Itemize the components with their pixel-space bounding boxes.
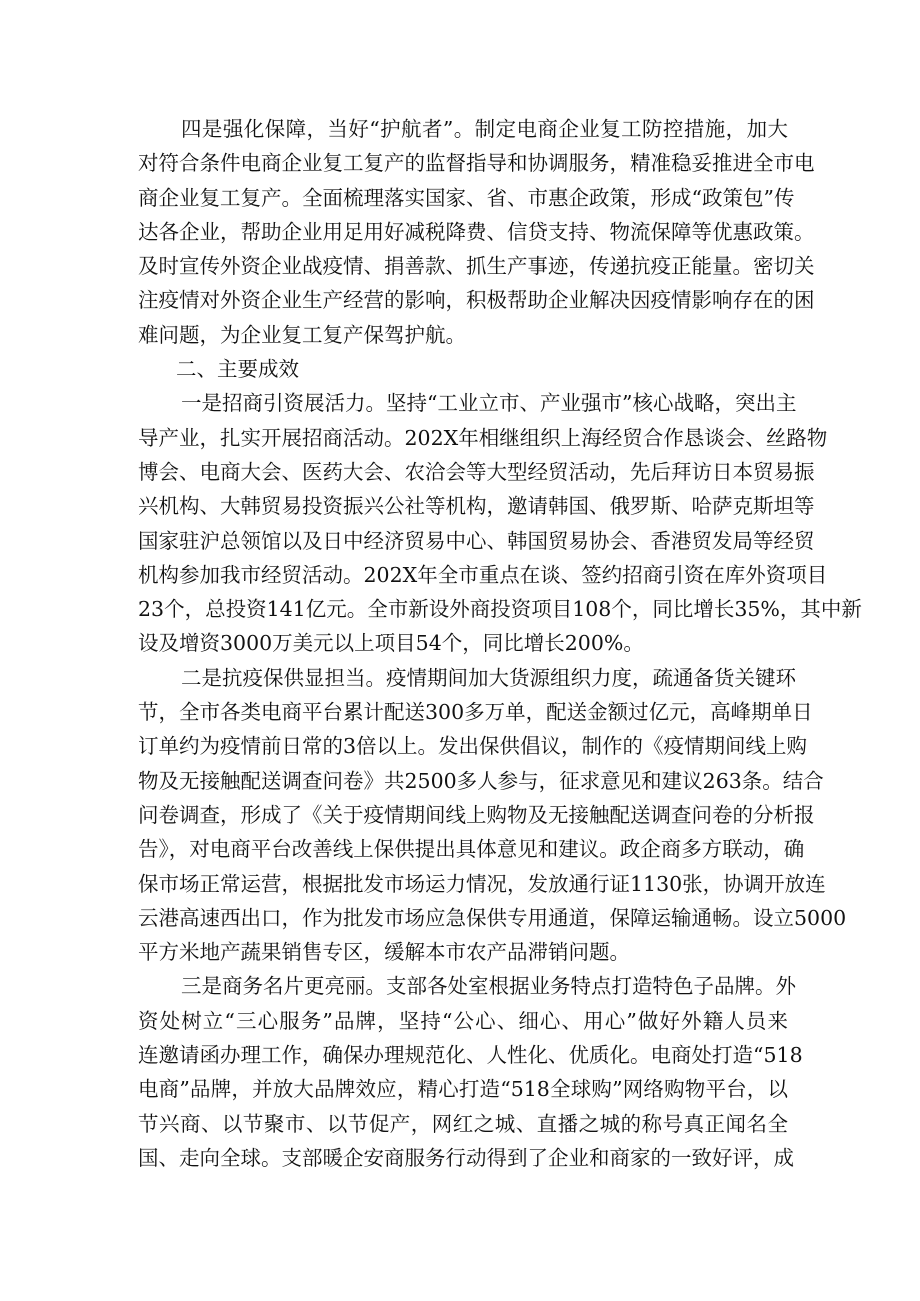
paragraph-line: 四是强化保障，当好“护航者”。制定电商企业复工防控措施，加大 xyxy=(181,117,788,141)
paragraph-line: 机构参加我市经贸活动。202X年全市重点在谈、签约招商引资在库外资项目 xyxy=(138,562,828,587)
paragraph-line: 国家驻沪总领馆以及日中经济贸易中心、韩国贸易协会、香港贸发局等经贸 xyxy=(138,528,815,553)
paragraph-line: 兴机构、大韩贸易投资振兴公社等机构，邀请韩国、俄罗斯、哈萨克斯坦等 xyxy=(138,494,815,519)
paragraph-line: 23个，总投资141亿元。全市新设外商投资项目108个，同比增长35%，其中新 xyxy=(138,597,862,622)
paragraph-line: 对符合条件电商企业复工复产的监督指导和协调服务，精准稳妥推进全市电 xyxy=(138,151,815,176)
paragraph-line: 及时宣传外资企业战疫情、捐善款、抓生产事迹，传递抗疫正能量。密切关 xyxy=(138,254,815,279)
paragraph-line: 电商”品牌，并放大品牌效应，精心打造“518全球购”网络购物平台，以 xyxy=(138,1077,788,1102)
paragraph-line: 难问题，为企业复工复产保驾护航。 xyxy=(138,322,466,347)
paragraph-line: 注疫情对外资企业生产经营的影响，积极帮助企业解决因疫情影响存在的困 xyxy=(138,288,815,313)
paragraph-line: 节兴商、以节聚市、以节促产，网红之城、直播之城的称号真正闻名全 xyxy=(138,1111,788,1136)
paragraph-line: 达各企业，帮助企业用足用好减税降费、信贷支持、物流保障等优惠政策。 xyxy=(138,219,815,244)
paragraph-line: 导产业，扎实开展招商活动。202X年相继组织上海经贸合作恳谈会、丝路物 xyxy=(138,425,828,450)
paragraph-line: 平方米地产蔬果销售专区，缓解本市农产品滞销问题。 xyxy=(138,940,630,965)
paragraph-line: 告》，对电商平台改善线上保供提出具体意见和建议。政企商多方联动，确 xyxy=(138,837,805,862)
paragraph-line: 商企业复工复产。全面梳理落实国家、省、市惠企政策，形成“政策包”传 xyxy=(138,185,795,210)
paragraph-line: 资处树立“三心服务”品牌，坚持“公心、细心、用心”做好外籍人员来 xyxy=(138,1008,788,1033)
document-body xyxy=(138,112,862,1175)
paragraph-line: 三是商务名片更亮丽。支部各处室根据业务特点打造特色子品牌。外 xyxy=(181,974,796,999)
paragraph-line: 连邀请函办理工作，确保办理规范化、人性化、优质化。电商处打造“518 xyxy=(138,1043,803,1068)
paragraph-line: 设及增资3000万美元以上项目54个，同比增长200%。 xyxy=(138,631,644,656)
paragraph-line: 问卷调查，形成了《关于疫情期间线上购物及无接触配送调查问卷的分析报 xyxy=(138,802,815,827)
paragraph-line: 保市场正常运营，根据批发市场运力情况，发放通行证1130张，协调开放连 xyxy=(138,871,826,896)
paragraph-line: 一是招商引资展活力。坚持“工业立市、产业强市”核心战略，突出主 xyxy=(181,391,797,416)
paragraph-line: 物及无接触配送调查问卷》共2500多人参与，征求意见和建议263条。结合 xyxy=(138,768,824,793)
paragraph-line: 云港高速西出口，作为批发市场应急保供专用通道，保障运输通畅。设立5000 xyxy=(138,905,847,930)
paragraph-line: 博会、电商大会、医药大会、农洽会等大型经贸活动，先后拜访日本贸易振 xyxy=(138,459,815,484)
paragraph-line: 二是抗疫保供显担当。疫情期间加大货源组织力度，疏通备货关键环 xyxy=(181,665,796,690)
paragraph-line: 节，全市各类电商平台累计配送300多万单，配送金额过亿元，高峰期单日 xyxy=(138,700,813,725)
paragraph-line: 订单约为疫情前日常的3倍以上。发出保供倡议，制作的《疫情期间线上购 xyxy=(138,734,808,759)
paragraph-line: 国、走向全球。支部暖企安商服务行动得到了企业和商家的一致好评，成 xyxy=(138,1145,794,1170)
section-heading: 二、主要成效 xyxy=(176,357,299,382)
